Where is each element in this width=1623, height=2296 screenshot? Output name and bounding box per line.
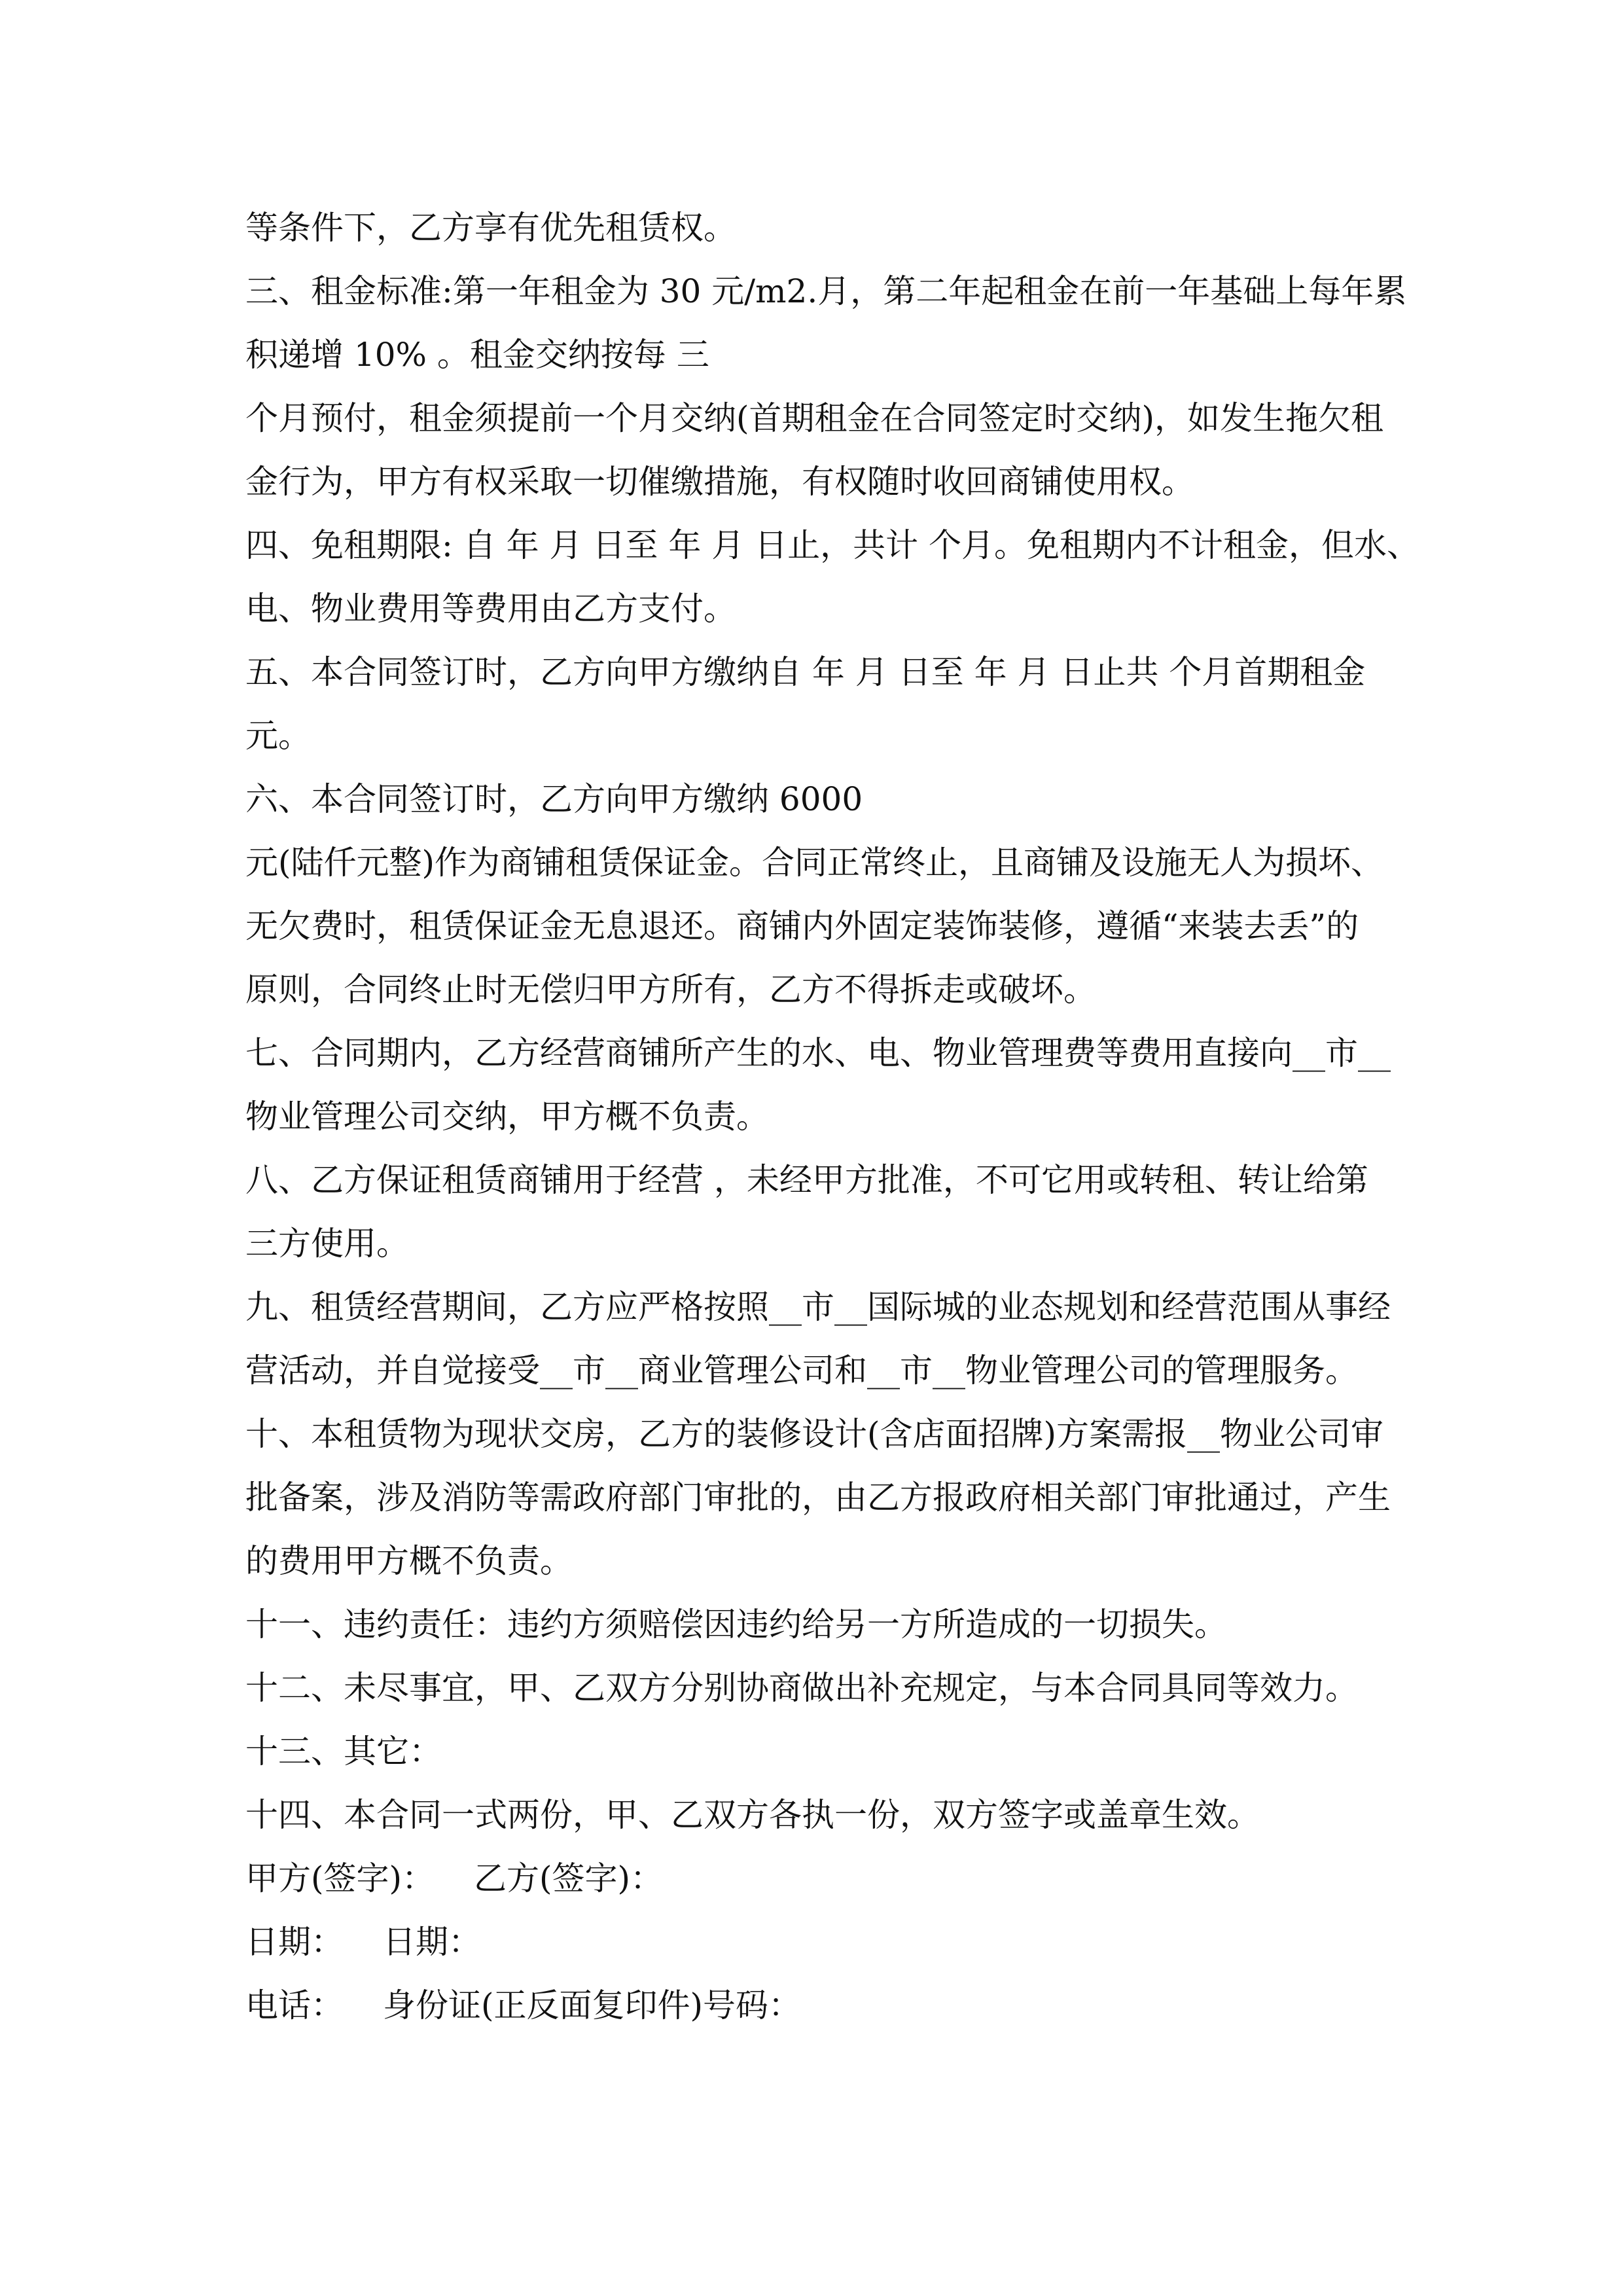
contact-row bbox=[245, 1974, 1387, 2037]
text-line: 十三、其它： bbox=[245, 1732, 442, 1770]
text-line: 十四、本合同一式两份，甲、乙双方各执一份，双方签字或盖章生效。 bbox=[245, 1796, 1260, 1834]
text-line: 七、合同期内，乙方经营商铺所产生的水、电、物业管理费等费用直接向__市__ bbox=[245, 1034, 1391, 1072]
phone-label: 电话： bbox=[245, 1986, 344, 2024]
text-line: 十、本租赁物为现状交房，乙方的装修设计(含店面招牌)方案需报__物业公司审 bbox=[245, 1415, 1384, 1453]
text-line: 等条件下，乙方享有优先租赁权。 bbox=[245, 209, 736, 247]
text-line: 原则，合同终止时无偿归甲方所有，乙方不得拆走或破坏。 bbox=[245, 971, 1096, 1009]
text-line: 物业管理公司交纳，甲方概不负责。 bbox=[245, 1098, 769, 1136]
party-b-signature-label: 乙方(签字)： bbox=[474, 1859, 664, 1897]
text-line: 八、乙方保证租赁商铺用于经营 ，未经甲方批准，不可它用或转租、转让给第 bbox=[245, 1161, 1368, 1199]
text-line: 三方使用。 bbox=[245, 1225, 409, 1263]
text-line: 十一、违约责任：违约方须赔偿因违约给另一方所造成的一切损失。 bbox=[245, 1605, 1227, 1643]
text-line: 元(陆仟元整)作为商铺租赁保证金。合同正常终止，且商铺及设施无人为损坏、 bbox=[245, 844, 1384, 882]
text-line: 电、物业费用等费用由乙方支付。 bbox=[245, 590, 736, 628]
text-line: 元。 bbox=[245, 717, 311, 755]
text-line: 个月预付，租金须提前一个月交纳(首期租金在合同签定时交纳)，如发生拖欠租 bbox=[245, 399, 1384, 437]
text-line: 六、本合同签订时，乙方向甲方缴纳 6000 bbox=[245, 780, 863, 818]
text-line: 无欠费时，租赁保证金无息退还。商铺内外固定装饰装修，遵循“来装去丢”的 bbox=[245, 907, 1359, 945]
party-a-signature-label: 甲方(签字)： bbox=[245, 1859, 435, 1897]
text-line: 四、免租期限: 自 年 月 日至 年 月 日止，共计 个月。免租期内不计租金，但水、 bbox=[245, 526, 1419, 564]
text-line: 三、租金标准:第一年租金为 30 元/m2.月，第二年起租金在前一年基础上每年累 bbox=[245, 272, 1407, 310]
id-card-label: 身份证(正反面复印件)号码： bbox=[383, 1986, 802, 2024]
date-row bbox=[245, 1910, 1387, 1974]
text-line: 金行为，甲方有权采取一切催缴措施，有权随时收回商铺使用权。 bbox=[245, 463, 1194, 501]
party-b-date-label: 日期： bbox=[383, 1923, 481, 1961]
text-line: 五、本合同签订时，乙方向甲方缴纳自 年 月 日至 年 月 日止共 个月首期租金 bbox=[245, 653, 1366, 691]
text-line: 营活动，并自觉接受__市__商业管理公司和__市__物业管理公司的管理服务。 bbox=[245, 1352, 1358, 1390]
text-line: 九、租赁经营期间，乙方应严格按照__市__国际城的业态规划和经营范围从事经 bbox=[245, 1288, 1391, 1326]
text-line: 积递增 10% 。租金交纳按每 三 bbox=[245, 336, 709, 374]
text-line: 的费用甲方概不负责。 bbox=[245, 1542, 573, 1580]
contract-body bbox=[245, 196, 1419, 2037]
signature-row bbox=[245, 1847, 1387, 1910]
party-a-date-label: 日期： bbox=[245, 1923, 344, 1961]
text-line: 十二、未尽事宜，甲、乙双方分别协商做出补充规定，与本合同具同等效力。 bbox=[245, 1669, 1358, 1707]
text-line: 批备案，涉及消防等需政府部门审批的，由乙方报政府相关部门审批通过，产生 bbox=[245, 1479, 1391, 1516]
